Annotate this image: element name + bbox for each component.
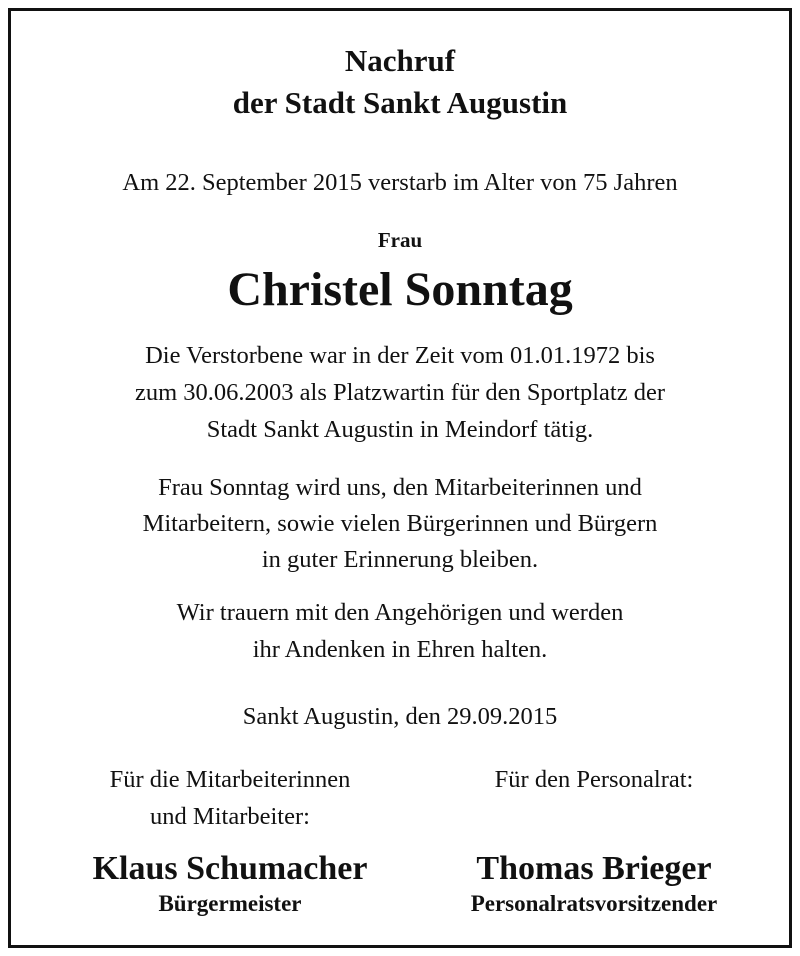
deceased-name: Christel Sonntag [227,263,573,316]
headline-city: der Stadt Sankt Augustin [232,85,568,120]
intro-text: Am 22. September 2015 verstarb im Alter von 75 Jahren [122,169,678,196]
paragraph2-line3: in guter Erinnerung bleiben. [261,546,539,573]
left-signature-label-line1: Für die Mitarbeiterinnen [109,766,351,793]
paragraph1-line1: Die Verstorbene war in der Zeit vom 01.01.1972 bis [145,342,655,369]
left-signature-label-line2: und Mitarbeiter: [150,803,310,830]
paragraph3-line1: Wir trauern mit den Angehörigen und werden [176,599,624,626]
place-date: Sankt Augustin, den 29.09.2015 [242,703,558,730]
right-signatory-title: Personalratsvorsitzender [470,891,718,916]
paragraph2-line1: Frau Sonntag wird uns, den Mitarbeiterinnen und [158,474,642,501]
salutation: Frau [377,228,423,252]
left-signatory-name: Klaus Schumacher [92,850,368,887]
right-signatory-name: Thomas Brieger [476,850,712,887]
paragraph1-line3: Stadt Sankt Augustin in Meindorf tätig. [206,416,594,443]
headline-nachruf: Nachruf [344,43,456,78]
paragraph3-line2: ihr Andenken in Ehren halten. [252,636,548,663]
left-signatory-title: Bürgermeister [158,891,302,916]
right-signature-label: Für den Personalrat: [494,766,694,793]
paragraph2-line2: Mitarbeitern, sowie vielen Bürgerinnen und Bürgern [142,510,658,537]
paragraph1-line2: zum 30.06.2003 als Platzwartin für den Sportplatz der [134,379,666,406]
